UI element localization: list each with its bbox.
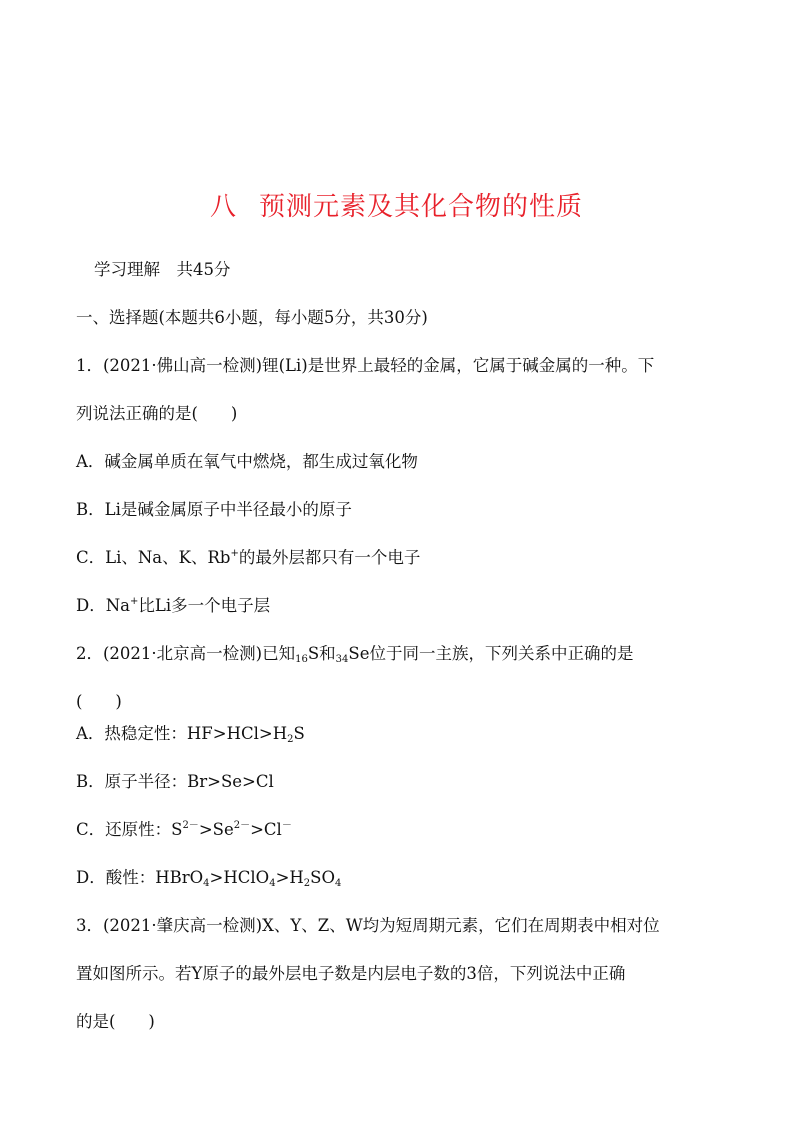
q1-option-b: B．Li是碱金属原子中半径最小的原子 [76, 500, 352, 519]
q2-option-b: B．原子半径：Br>Se>Cl [76, 772, 274, 791]
q1-option-a: A．碱金属单质在氧气中燃烧，都生成过氧化物 [76, 452, 418, 471]
page-title [0, 186, 793, 223]
q2-stem-line1: 2．(2021·北京高一检测)已知16S和34Se位于同一主族，下列关系中正确的是 [76, 644, 634, 665]
title-number: 八 [209, 192, 237, 222]
q2-stem-line2: ( ) [76, 692, 122, 711]
q3-stem-line2: 置如图所示。若Y原子的最外层电子数是内层电子数的3倍，下列说法中正确 [76, 964, 626, 983]
q2-option-a: A．热稳定性：$HF>HCl>H_2S$ [76, 724, 305, 745]
q1-stem-line1: 1．(2021·佛山高一检测)锂(Li)是世界上最轻的金属，它属于碱金属的一种。下 [76, 356, 655, 375]
part-heading: 一、选择题(本题共6小题，每小题5分，共30分) [76, 308, 428, 327]
q1-option-d: D．Na+比Li多一个电子层 [76, 596, 271, 615]
title-text: 预测元素及其化合物的性质 [259, 192, 584, 222]
q2-option-d: D．酸性：$HBrO_4>HClO_4>H_2SO_4$ [76, 868, 342, 889]
q1-stem-line2: 列说法正确的是( ) [76, 404, 238, 423]
q2-option-c: C．还原性：$S^{2-}>Se^{2-}>Cl^-$ [76, 820, 292, 839]
q3-stem-line1: 3．(2021·肇庆高一检测)X、Y、Z、W均为短周期元素，它们在周期表中相对位 [76, 916, 660, 935]
q3-stem-line3: 的是( ) [76, 1012, 155, 1031]
section-header: 学习理解 共45分 [94, 260, 231, 279]
q1-option-c: C．Li、Na、K、Rb+的最外层都只有一个电子 [76, 548, 421, 567]
